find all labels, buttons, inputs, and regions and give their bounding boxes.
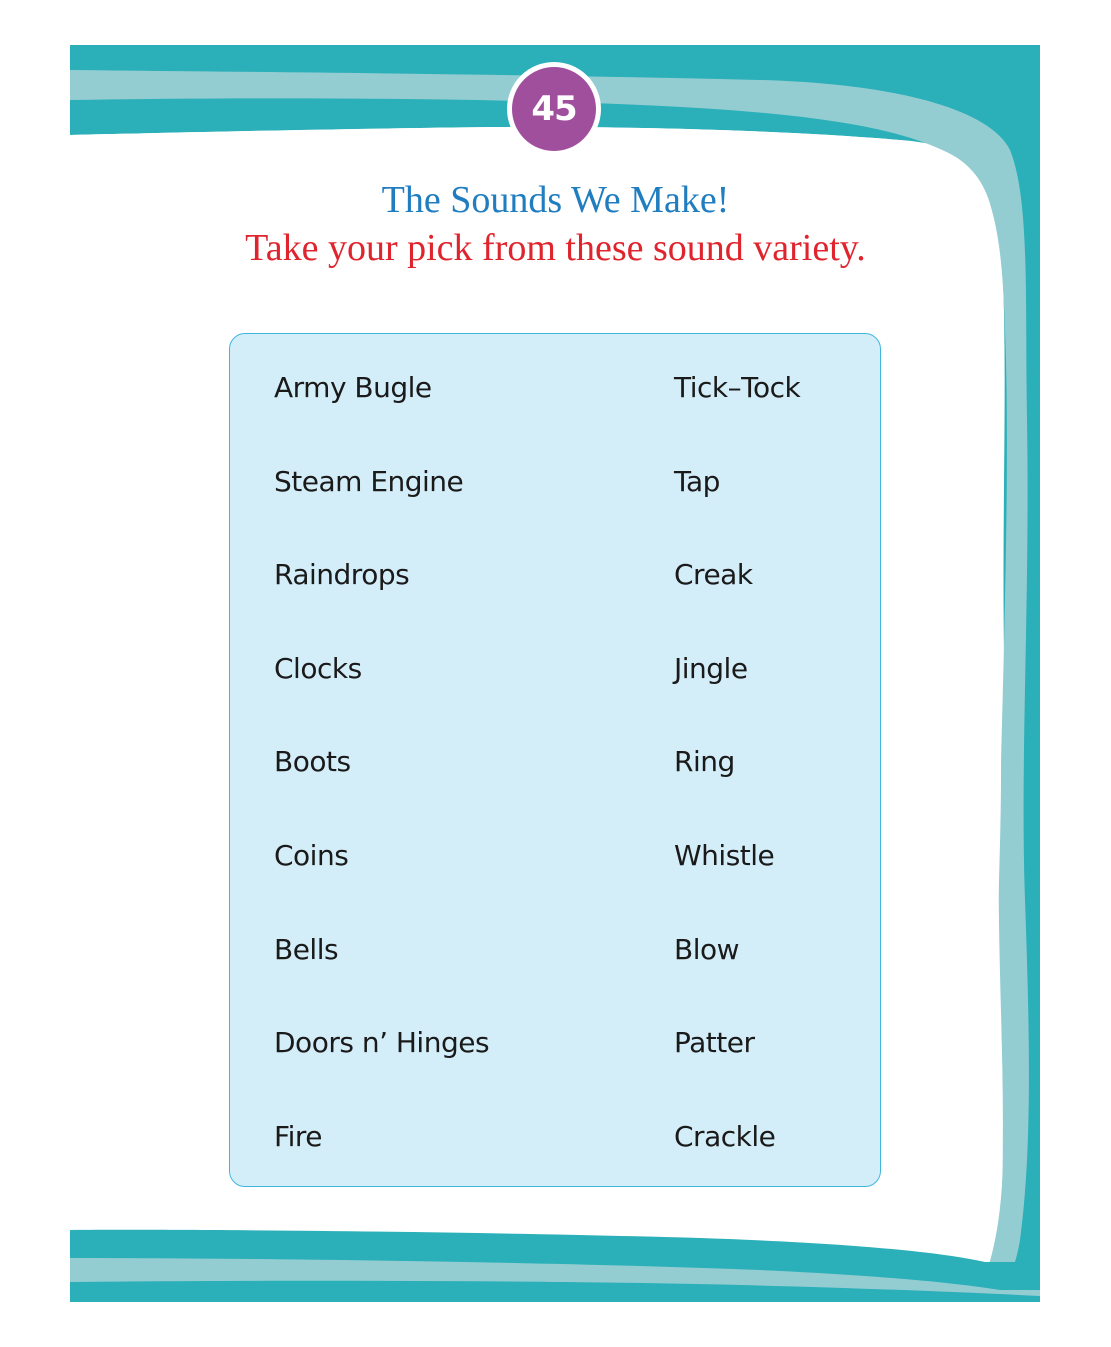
sound-word-item: Ring [674,745,735,779]
sound-word-item: Whistle [674,839,775,872]
sound-word-item: Steam Engine [274,464,464,498]
sound-word-item: Coins [274,839,349,872]
sound-word-item: Jingle [674,651,748,685]
sound-word-item: Fire [274,1119,322,1153]
sound-word-item: Blow [674,932,740,966]
sound-word-panel [229,333,881,1187]
page-number-badge [507,62,601,156]
sound-word-item: Creak [674,558,753,592]
sound-word-item: Bells [274,932,339,966]
sound-word-item: Army Bugle [274,371,432,404]
sound-word-item: Raindrops [274,558,410,592]
sound-word-item: Doors n’ Hinges [274,1026,490,1060]
page-number: 45 [531,89,577,129]
page-subtitle: Take your pick from these sound variety. [245,227,866,269]
sound-word-item: Boots [274,745,351,779]
sound-word-item: Tap [674,464,720,498]
sound-word-item: Clocks [274,651,362,685]
sound-word-item: Crackle [674,1119,776,1153]
sound-word-item: Tick–Tock [674,371,801,404]
page-title: The Sounds We Make! [381,179,730,221]
sound-word-item: Patter [674,1026,755,1060]
